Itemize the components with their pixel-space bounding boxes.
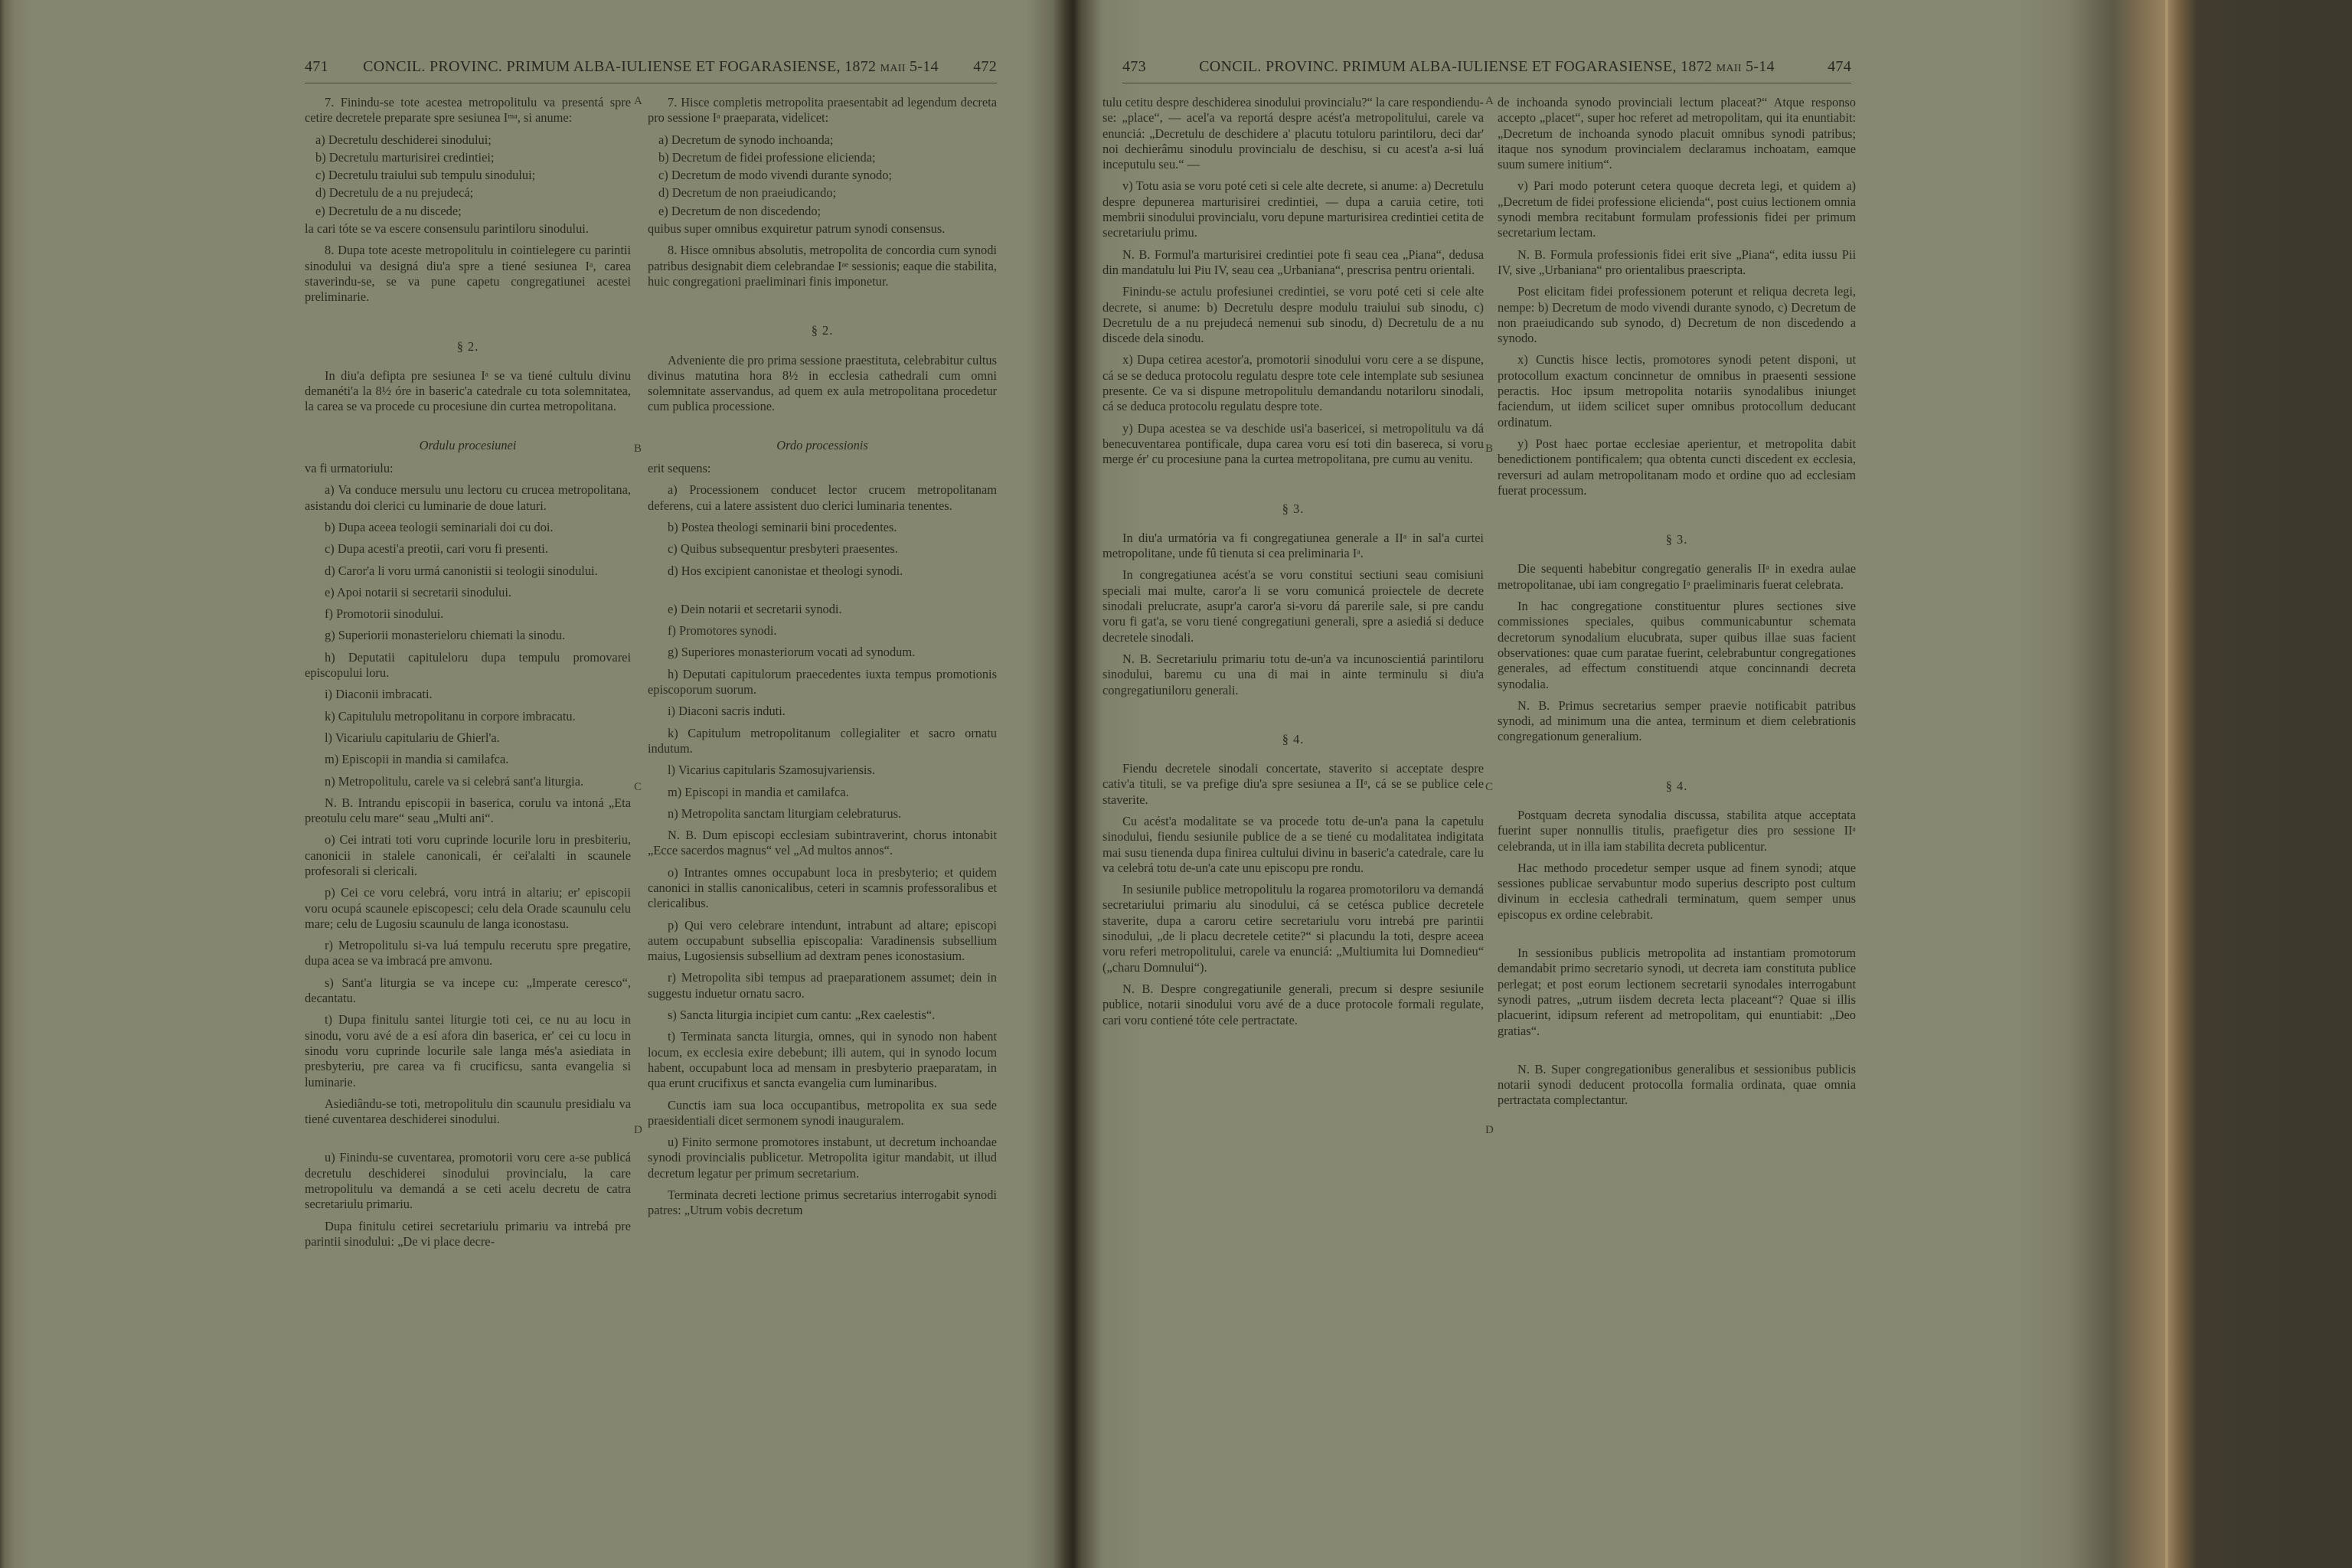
paragraph: N. B. Dum episcopi ecclesiam subintraverint, chorus intonabit „Ecce sacerdos magnus“ vel „Ad multos annos“. — [648, 828, 997, 858]
paragraph: va fi urmatoriulu: — [305, 461, 394, 476]
paragraph: In sessionibus publicis metropolita ad instantiam promotorum demandabit primo secretario synodi, ut decreta iam constituta publice perlegat; et post eorum lectionem secretarii synodales interrogabunt synodi patres, „utrum iisdem decreta lecta placeant“? Quae si illis placuerint, idipsum referent ad metropolitam, qui enuntiabit: „Deo gratias“. — [1498, 946, 1856, 1038]
paragraph: n) Metropolita sanctam liturgiam celebraturus. — [668, 805, 902, 821]
paragraph: b) Postea theologi seminarii bini procedentes. — [668, 519, 897, 534]
paragraph: c) Quibus subsequentur presbyteri praesentes. — [668, 541, 898, 557]
paragraph: f) Promotorii sinodului. — [325, 606, 444, 622]
paragraph: m) Episcopi in mandia et camilafca. — [668, 784, 849, 799]
paragraph: In diu'a urmatória va fi congregatiunea generale a IIᵃ in sal'a curtei metropolitane, unde fû tienuta si cea preliminaria Iᵃ. — [1102, 530, 1484, 561]
list-item: b) Decretum de fidei professione elicienda; — [658, 149, 876, 165]
paragraph: l) Vicarius capitularis Szamosujvariensis. — [668, 763, 875, 778]
spacer — [648, 585, 997, 602]
paragraph: In hac congregatione constituentur plures sectiones sive commissiones speciales, quibus communicabuntur schemata decretorum synodalium elucubrata, super quibus illae suas facient observationes: quae cum paratae fuerint, celebrabuntur congregationes generales, ad effectum constituendi atque concinnandi decreta synodalia. — [1498, 599, 1856, 691]
paragraph: Terminata decreti lectione primus secretarius interrogabit synodi patres: „Utrum vobis decretum — [648, 1187, 997, 1218]
paragraph: g) Superiorii monasterieloru chiemati la sinodu. — [325, 628, 566, 643]
paragraph: Postquam decreta synodalia discussa, stabilita atque acceptata fuerint super nonnullis titulis, praefigetur dies pro sessione IIᵃ celebranda, ut in illa iam stabilita decreta publicentur. — [1498, 807, 1856, 854]
paragraph: tulu cetitu despre deschiderea sinodului provincialu?“ la care respondiendu-se: „place“, — acel'a va reportá despre acést'a metropolitului, carele va enunciá: „Decretulu de deschidere a' placutu totuloru parintiloru, deci dar' noi dechierâmu sinodulu provincialu de deschisu, si cu acest'a a-si luá inceputulu seu.“ — — [1102, 95, 1484, 172]
paragraph: e) Dein notarii et secretarii synodi. — [668, 601, 842, 616]
paragraph: 7. Finindu-se tote acestea metropolitulu va presentá spre cetire decretele preparate spre sesiunea Iᵐᵃ, si anume: — [305, 95, 631, 126]
subheading: Ordulu procesiunei — [419, 437, 517, 452]
list-item: e) Decretum de non discedendo; — [658, 203, 822, 218]
list-item: d) Decretum de non praeiudicando; — [658, 185, 837, 201]
right-running-title: CONCIL. PROVINC. PRIMUM ALBA-IULIENSE ET FOGARASIENSE, 1872 maii 5-14 — [1199, 58, 1775, 75]
paragraph: r) Metropolitulu si-va luá tempulu recerutu spre pregatire, dupa acea se va imbracá pre amvonu. — [305, 938, 631, 969]
list-item: e) Decretulu de a nu discede; — [315, 203, 462, 218]
paragraph: p) Qui vero celebrare intendunt, intrabunt ad altare; episcopi autem occupabunt subsellia episcopalia: Varadinensis subsellium maius, Lugosiensis subsellium ad dextram penes iconostasium. — [648, 917, 997, 964]
list-item: b) Decretulu marturisirei credintiei; — [315, 149, 495, 165]
paragraph: t) Dupa finitulu santei liturgie toti cei, ce nu au locu in sinodu, voru avé de a esí afora din baserica, er' cei cu locu in sinodu voru cuprinde locurile sale langa més'a asiediata in presbyteriu, pre carea va fi crucificsu, santa evangelia si luminarie. — [305, 1012, 631, 1089]
paragraph: d) Hos excipient canonistae et theologi synodi. — [668, 563, 903, 578]
paragraph: N. B. Secretariulu primariu totu de-un'a va incunoscientiá parintiloru sinodului, baremu cu una di mai in ainte terminulu si diu'a congregatiuniloru generali. — [1102, 651, 1484, 697]
left-page-latin-column — [648, 95, 997, 1225]
paragraph: x) Dupa cetirea acestor'a, promotorii sinodului voru cere a se dispune, cá se se deduca protocolu regulatu despre tote cele intemplate sub sesiunea presente. Ce va si dispune metropolitulu demandandu notariloru sinodali, cá se deduca protocolu regulatu despre tote. — [1102, 352, 1484, 414]
paragraph: k) Capitululu metropolitanu in corpore imbracatu. — [325, 708, 576, 724]
page-edges-right — [2165, 0, 2168, 1568]
paragraph: de inchoanda synodo provinciali lectum placeat?“ Atque responso accepto „placet“, super hoc referet ad metropolitam, qui ita enuntiabit: „Decretum de inchoanda synodo placuit omnibus synodi patribus; itaque nos synodum provincialem declaramus inchoatam, eamque suum sumere initium“. — [1498, 95, 1856, 172]
paragraph: u) Finito sermone promotores instabunt, ut decretum inchoandae synodi provincialis publicetur. Metropolita igitur mandabit, ut illud decretum legatur per primum secretarium. — [648, 1135, 997, 1181]
left-page-number-b: 472 — [973, 58, 997, 75]
paragraph: n) Metropolitulu, carele va si celebrá sant'a liturgia. — [325, 773, 584, 789]
right-page-header — [1122, 58, 1851, 81]
spacer — [1498, 1045, 1856, 1062]
paragraph: In diu'a defipta pre sesiunea Iᵃ se va tiené cultulu divinu demanéti'a la 8½ óre in baseric'a catedrale cu tota solemnitatea, la carea se va procede cu procesiune din curtea metropolitana. — [305, 368, 631, 414]
paragraph: In sesiunile publice metropolitulu la rogarea promotoriloru va demandá secretariului primariu alu sinodului, cá se cetésca publice decretele staverite, dupa a caroru cetire secretariulu voru intrebá pre parintii sinodului, „de li placu decretele cetite?“ si placundu la toti, despre aceea voru referi metropolitului, carele va enunciá: „Multiumita lui Domnedieu“ („charu Domnului“). — [1102, 882, 1484, 975]
margin-letter-b-left: B — [634, 443, 642, 455]
paragraph: l) Vicariulu capitulariu de Ghierl'a. — [325, 730, 500, 745]
paragraph: x) Cunctis hisce lectis, promotores synodi petent disponi, ut protocollum exactum concinnetur de omnibus in praesenti sessione peractis. Hoc ipsum metropolita notariis synodalibus iniunget faciendum, ut iidem scilicet super omnibus protocollum deducant ordinatum. — [1498, 352, 1856, 430]
paragraph: quibus super omnibus exquiretur patrum synodi consensus. — [648, 221, 946, 237]
paragraph: 7. Hisce completis metropolita praesentabit ad legendum decreta pro sessione Iᵃ praeparata, videlicet: — [648, 95, 997, 126]
paragraph: Cu acést'a modalitate se va procede totu de-un'a pana la capetulu sinodului, fiendu sesiunile publice de a se tiené cu modalitatea indigitata mai susu tienenda dupa finirea cultului divinu in baseric'a catedrale, care lu va celebrá totu de-un'a cate unu episcopu pre rondu. — [1102, 813, 1484, 875]
left-page-romanian-column — [305, 95, 631, 1256]
paragraph: o) Cei intrati toti voru cuprinde locurile loru in presbiteriu, canonicii in stalele canonicali, ér cei'alalti in scaunele profesorali si clericali. — [305, 832, 631, 878]
paragraph: v) Pari modo poterunt cetera quoque decreta legi, et quidem a) „Decretum de fidei professione elicienda“, post cuius lectionem omnia synodi membra recitabunt formulam professionis fidei per primum secretarium lectam. — [1498, 178, 1856, 240]
section-heading: § 2. — [811, 323, 834, 338]
section-heading: § 2. — [456, 338, 479, 354]
paragraph: N. B. Formul'a marturisirei credintiei pote fi seau cea „Piana“, dedusa din mandatulu lui Piu IV, seau cea „Urbaniana“, prescrisa pentru orientali. — [1102, 247, 1484, 277]
margin-letter-d-left: D — [634, 1124, 642, 1136]
list-item: a) Decretum de synodo inchoanda; — [658, 132, 834, 147]
section-heading: § 4. — [1665, 778, 1688, 793]
margin-letter-c-left: C — [634, 781, 642, 793]
paragraph: la cari tóte se va escere consensulu parintiloru sinodului. — [305, 221, 589, 237]
margin-letter-b-right: B — [1485, 443, 1494, 455]
paragraph: Fiendu decretele sinodali concertate, staverito si acceptate despre cativ'a tituli, se va prefige diu'a spre sesiunea a IIᵃ, cá se se publice cele staverite. — [1102, 761, 1484, 807]
paragraph: s) Sancta liturgia incipiet cum cantu: „Rex caelestis“. — [668, 1008, 936, 1023]
left-page-header — [305, 58, 997, 81]
section-heading: § 4. — [1282, 731, 1305, 746]
paragraph: i) Diaconii imbracati. — [325, 687, 433, 702]
spacer — [305, 1133, 631, 1150]
paragraph: t) Terminata sancta liturgia, omnes, qui in synodo non habent locum, ex ecclesia exire debebunt; illi autem, qui in synodo locum habent, occupabunt loca ad mensam in presbyterio praeparatam, in qua erunt crucifixus et sancta evangelia cum luminaribus. — [648, 1029, 997, 1091]
margin-letter-a-right: A — [1485, 95, 1494, 107]
list-item: c) Decretulu traiului sub tempulu sinodului; — [315, 168, 536, 183]
paragraph: d) Caror'a li voru urmá canonistii si teologii sinodului. — [325, 563, 598, 578]
paragraph: N. B. Intrandu episcopii in baserica, corulu va intoná „Eta preotulu celu mare“ seau „Multi ani“. — [305, 795, 631, 826]
paragraph: o) Intrantes omnes occupabunt loca in presbyterio; et quidem canonici in stallis canonicalibus, ceteri in scamnis professoralibus et clericalibus. — [648, 864, 997, 911]
paragraph: 8. Dupa tote aceste metropolitulu in cointielegere cu parintii sinodului va designá diu'a spre a tiené sesiunea Iᵃ, carea staverindu-se, se va pune capetu congregatiunei acestei preliminarie. — [305, 243, 631, 305]
paragraph: i) Diaconi sacris induti. — [668, 704, 786, 719]
right-page-number-b: 474 — [1828, 58, 1851, 75]
paragraph: Dupa finitulu cetirei secretariulu primariu va intrebá pre parintii sinodului: „De vi place decre- — [305, 1218, 631, 1249]
list-item: d) Decretulu de a nu prejudecá; — [315, 185, 474, 201]
paragraph: g) Superiores monasteriorum vocati ad synodum. — [668, 645, 916, 660]
paragraph: e) Apoi notarii si secretarii sinodului. — [325, 584, 511, 599]
paragraph: f) Promotores synodi. — [668, 623, 777, 639]
paragraph: p) Cei ce voru celebrá, voru intrá in altariu; er' episcopii voru ocupá scaunele episcopesci; celu dela Orade scaunulu celu mare; celu de Lugosiu scaunulu de langa iconostasu. — [305, 885, 631, 931]
paragraph: Finindu-se actulu profesiunei credintiei, se voru poté ceti si cele alte decrete, si anume: b) Decretulu despre modulu traiului sub sinodu, c) Decretulu de a nu prejudecá nemenui sub sinodu, d) Decretulu de a nu discede dela sinodu. — [1102, 284, 1484, 346]
paragraph: h) Deputatii capituleloru dupa tempulu promovarei episcopului loru. — [305, 649, 631, 681]
paragraph: b) Dupa aceea teologii seminariali doi cu doi. — [325, 519, 554, 534]
right-page-latin-column — [1498, 95, 1856, 1115]
paragraph: Cunctis iam sua loca occupantibus, metropolita ex sua sede praesidentiali dicet sermonem synodi inauguralem. — [648, 1097, 997, 1128]
paragraph: h) Deputati capitulorum praecedentes iuxta tempus promotionis episcoporum suorum. — [648, 666, 997, 697]
right-page-number-a: 473 — [1122, 58, 1146, 75]
paragraph: u) Finindu-se cuventarea, promotorii voru cere a-se publicá decretulu deschiderei sinodului provincialu, la care metropolitulu va demandá a se ceti acelu decretu de catra secretariulu primariu. — [305, 1150, 631, 1212]
paragraph: a) Va conduce mersulu unu lectoru cu crucea metropolitana, asistandu doi clerici cu luminarie de doue laturi. — [305, 482, 631, 513]
paragraph: y) Dupa acestea se va deschide usi'a basericei, si metropolitulu va dá benecuventarea pontificale, dupa carea voru esí toti din basereca, si voru merge ér' cu procesiune pana la curtea metropolitana, pre cumu au venitu. — [1102, 420, 1484, 467]
list-item: c) Decretum de modo vivendi durante synodo; — [658, 168, 892, 183]
right-page-romanian-column — [1102, 95, 1484, 1034]
paragraph: r) Metropolita sibi tempus ad praeparationem assumet; dein in suggestu induetur ornatu sacro. — [648, 970, 997, 1001]
paragraph: m) Episcopii in mandia si camilafca. — [325, 752, 509, 767]
paragraph: c) Dupa acesti'a preotii, cari voru fi presenti. — [325, 541, 548, 557]
paragraph: N. B. Super congregationibus generalibus et sessionibus publicis notarii synodi deducent protocolla formalia ordinata, quae omnia pertractata complectantur. — [1498, 1061, 1856, 1108]
paragraph: Asiediându-se toti, metropolitulu din scaunulu presidialu va tiené cuventarea deschiderei sinodului. — [305, 1096, 631, 1127]
margin-letter-a-left: A — [634, 95, 642, 107]
margin-letter-d-right: D — [1485, 1124, 1494, 1136]
paragraph: N. B. Primus secretarius semper praevie notificabit patribus synodi, ad minimum una die antea, terminum et diem celebrationis congregationum generalium. — [1498, 697, 1856, 744]
paragraph: Die sequenti habebitur congregatio generalis IIᵃ in exedra aulae metropolitanae, ubi iam congregatio Iᵃ praeliminaris fuerat celebrata. — [1498, 561, 1856, 592]
left-running-title: CONCIL. PROVINC. PRIMUM ALBA-IULIENSE ET FOGARASIENSE, 1872 maii 5-14 — [363, 58, 939, 75]
paragraph: y) Post haec portae ecclesiae aperientur, et metropolita dabit benedictionem pontificalem; qua obtenta cuncti discedent ex ecclesia, reversuri ad aulam metropolitanam modo et ordine quo ad ecclesiam fuerat processum. — [1498, 436, 1856, 498]
section-heading: § 3. — [1282, 501, 1305, 516]
paragraph: Post elicitam fidei professionem poterunt et reliqua decreta legi, nempe: b) Decretum de modo vivendi durante synodo, c) Decretum de non praeiudicando sub synodo, d) Decretum de non discedendo a synodo. — [1498, 284, 1856, 346]
paragraph: v) Totu asia se voru poté ceti si cele alte decrete, si anume: a) Decretulu despre depunerea marturisirei credintiei, — dupa a caruia cetire, toti membrii sinodului provincialu, voru depune marturisirea credintiei cetita de secretariulu primu. — [1102, 178, 1484, 240]
paragraph: a) Processionem conducet lector crucem metropolitanam deferens, cui a latere assistent duo clerici luminaria tenentes. — [648, 482, 997, 513]
spacer — [1498, 929, 1856, 946]
paragraph: Hac methodo procedetur semper usque ad finem synodi; atque sessiones publicae servabuntur modo superius descripto post cultum divinum in ecclesia cathedrali terminatum, quem semper unus episcopus ex ordine celebrabit. — [1498, 860, 1856, 922]
paragraph: s) Sant'a liturgia se va incepe cu: „Imperate ceresco“, decantatu. — [305, 975, 631, 1006]
paragraph: 8. Hisce omnibus absolutis, metropolita de concordia cum synodi patribus designabit diem celebrandae Iᵃᵉ sessionis; eaque die stabilita, huic congregationi praeliminari finis imponetur. — [648, 243, 997, 289]
paragraph: k) Capitulum metropolitanum collegialiter et sacro ornatu indutum. — [648, 725, 997, 756]
subheading: Ordo processionis — [776, 437, 868, 452]
paragraph: erit sequens: — [648, 461, 711, 476]
list-item: a) Decretulu deschiderei sinodului; — [315, 132, 492, 147]
paragraph: In congregatiunea acést'a se voru constitui sectiuni seau comisiuni speciali mai multe, caror'a li se voru comunicá proiectele de decrete sinodali prelucrate, asupr'a caror'a si-voru dá parerile sale, si pre candu voru fi gat'a, se voru tiené congregatiuni generali, spre a asiediá si deduce decretele sinodali. — [1102, 567, 1484, 645]
left-page-number-a: 471 — [305, 58, 328, 75]
section-heading: § 3. — [1665, 532, 1688, 547]
paragraph: Adveniente die pro prima sessione praestituta, celebrabitur cultus divinus matutina hora 8½ in ecclesia cathedrali cum omni solemnitate asservandus, ad quem ex aula metropolitana procedetur cum publica processione. — [648, 352, 997, 414]
margin-letter-c-right: C — [1485, 781, 1494, 793]
paragraph: N. B. Formula professionis fidei erit sive „Piana“, edita iussu Pii IV, sive „Urbaniana“ pro orientalibus praescripta. — [1498, 247, 1856, 277]
paragraph: N. B. Despre congregatiunile generali, precum si despre sesiunile publice, notarii sinodului voru avé de a duce protocole formali regulate, cari voru contiené tóte cele pertractate. — [1102, 981, 1484, 1027]
